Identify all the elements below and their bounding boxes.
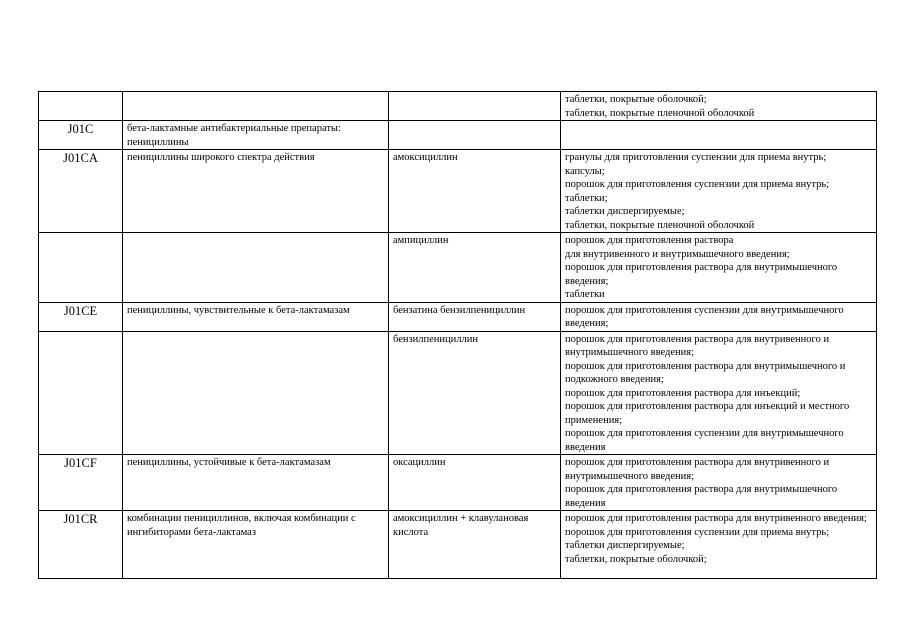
dosage-forms-cell — [561, 511, 877, 579]
dosage-forms-cell — [561, 150, 877, 233]
table-row — [39, 121, 877, 150]
atc-code-cell — [39, 331, 123, 455]
dosage-form-line: порошок для приготовления раствора для инъекций и местного применения; — [565, 401, 850, 426]
dosage-forms-cell — [561, 455, 877, 511]
group-cell: бета-лактамные антибактериальные препараты: пенициллины — [123, 121, 389, 150]
drug-cell — [389, 92, 561, 121]
group-cell: пенициллины, чувствительные к бета-лактамазам — [123, 302, 389, 331]
table-row — [39, 150, 877, 233]
dosage-form-line: таблетки, покрытые пленочной оболочкой — [565, 219, 755, 231]
dosage-form-line: таблетки, покрытые оболочкой; — [565, 553, 707, 565]
dosage-forms-cell — [561, 331, 877, 455]
table-row — [39, 92, 877, 121]
table-row — [39, 331, 877, 455]
dosage-form-line: таблетки диспергируемые; — [565, 540, 685, 551]
dosage-form-line: порошок для приготовления раствора для внутривенного и внутримышечного введения; — [565, 457, 830, 482]
drug-cell: амоксициллин + клавулановая кислота — [389, 511, 561, 579]
group-cell: комбинации пенициллинов, включая комбинации с ингибиторами бета-лактамаз — [123, 511, 389, 579]
group-cell — [123, 92, 389, 121]
atc-code-cell: J01CR — [39, 511, 123, 579]
dosage-form-line: порошок для приготовления раствора — [565, 235, 734, 246]
atc-code-cell: J01C — [39, 121, 123, 150]
group-cell — [123, 331, 389, 455]
dosage-forms-cell — [561, 92, 877, 121]
atc-code-cell — [39, 233, 123, 303]
table-row — [39, 302, 877, 331]
dosage-form-line: для внутривенного и внутримышечного введения; — [565, 248, 790, 260]
dosage-form-line: таблетки, покрытые пленочной оболочкой — [565, 107, 755, 119]
atc-code-cell: J01CE — [39, 302, 123, 331]
dosage-form-line: порошок для приготовления суспензии для внутримышечного введения; — [565, 304, 844, 329]
dosage-forms-cell — [561, 233, 877, 303]
dosage-forms-cell — [561, 302, 877, 331]
group-cell: пенициллины, устойчивые к бета-лактамазам — [123, 455, 389, 511]
drug-cell: бензилпенициллин — [389, 331, 561, 455]
dosage-form-line: таблетки; — [565, 192, 608, 204]
dosage-forms-cell — [561, 121, 877, 150]
dosage-form-line: порошок для приготовления суспензии для приема внутрь; — [565, 179, 830, 190]
dosage-form-line: порошок для приготовления раствора для инъекций; — [565, 387, 801, 399]
table-row — [39, 511, 877, 579]
dosage-form-line: таблетки, покрытые оболочкой; — [565, 94, 707, 105]
atc-code-cell — [39, 92, 123, 121]
drug-cell: амоксициллин — [389, 150, 561, 233]
drug-cell — [389, 121, 561, 150]
dosage-form-line: таблетки — [565, 289, 605, 300]
dosage-form-line: порошок для приготовления раствора для внутривенного введения; — [565, 513, 867, 524]
group-cell — [123, 233, 389, 303]
atc-code-cell: J01CF — [39, 455, 123, 511]
drug-cell: оксациллин — [389, 455, 561, 511]
drug-cell: ампициллин — [389, 233, 561, 303]
table-row — [39, 455, 877, 511]
dosage-form-line: порошок для приготовления суспензии для приема внутрь; — [565, 526, 830, 538]
drug-cell: бензатина бензилпенициллин — [389, 302, 561, 331]
table-row — [39, 233, 877, 303]
atc-code-cell: J01CA — [39, 150, 123, 233]
dosage-form-line: капсулы; — [565, 165, 605, 177]
dosage-form-line: порошок для приготовления суспензии для внутримышечного введения — [565, 428, 844, 453]
dosage-form-line: порошок для приготовления раствора для внутримышечного введения — [565, 484, 838, 509]
dosage-form-line: порошок для приготовления раствора для внутривенного и внутримышечного введения; — [565, 333, 830, 358]
dosage-form-line: таблетки диспергируемые; — [565, 206, 685, 217]
drug-table — [38, 91, 877, 579]
group-cell: пенициллины широкого спектра действия — [123, 150, 389, 233]
dosage-form-line: порошок для приготовления раствора для внутримышечного и подкожного введения; — [565, 360, 846, 385]
dosage-form-line: порошок для приготовления раствора для внутримышечного введения; — [565, 262, 838, 287]
dosage-form-line: гранулы для приготовления суспензии для приема внутрь; — [565, 152, 827, 163]
